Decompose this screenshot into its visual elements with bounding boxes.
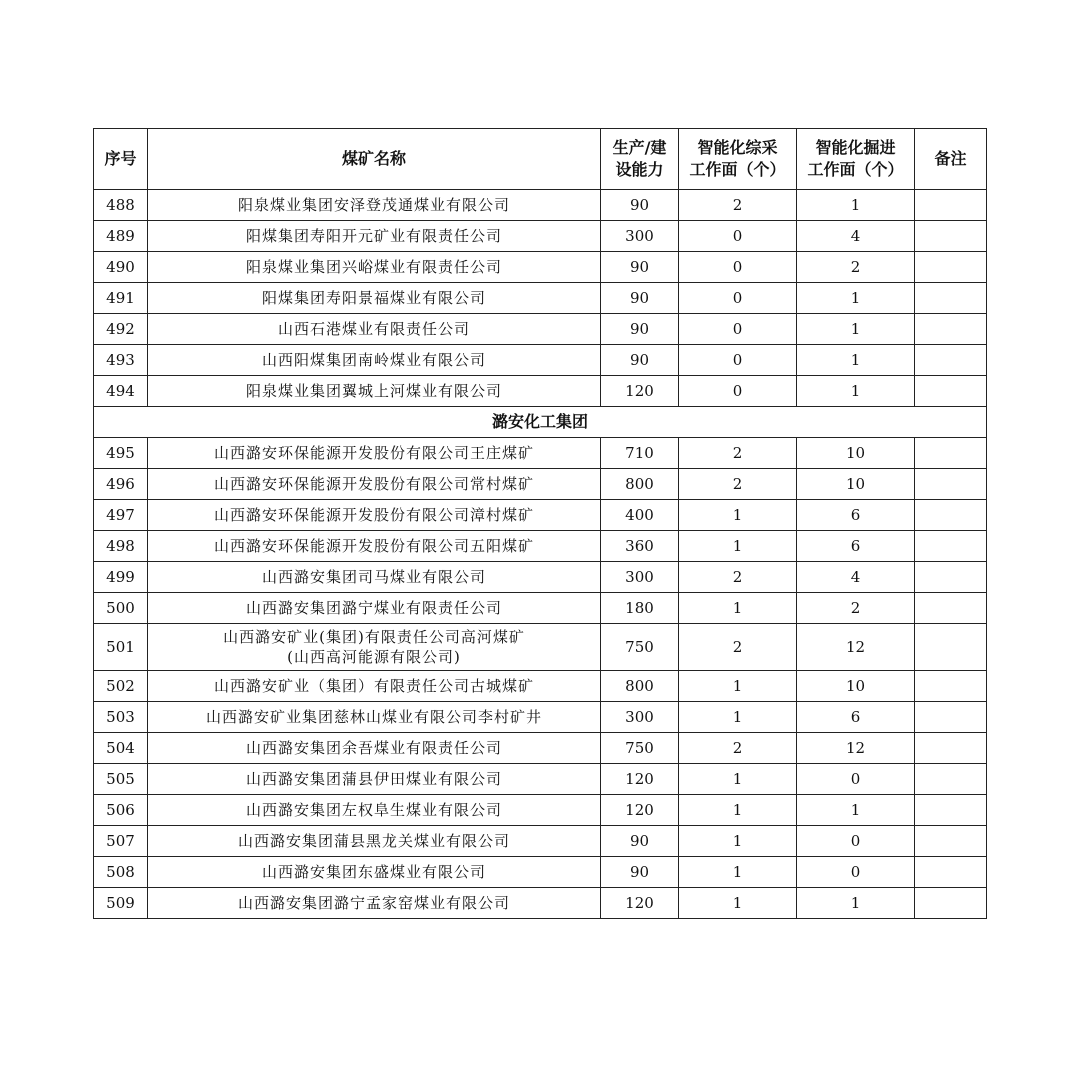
table-row xyxy=(94,190,987,221)
cell-mining-faces: 1 xyxy=(679,531,797,562)
table-row xyxy=(94,562,987,593)
cell-mining-faces: 1 xyxy=(679,857,797,888)
cell-capacity: 750 xyxy=(601,733,679,764)
cell-capacity: 90 xyxy=(601,857,679,888)
cell-remark xyxy=(915,888,987,919)
table-row xyxy=(94,469,987,500)
cell-remark xyxy=(915,500,987,531)
mine-name-line: (山西高河能源有限公司) xyxy=(287,648,461,666)
table-row xyxy=(94,500,987,531)
cell-seq: 488 xyxy=(94,190,148,221)
cell-seq: 500 xyxy=(94,593,148,624)
cell-mining-faces: 2 xyxy=(679,733,797,764)
cell-mine-name xyxy=(148,469,601,500)
cell-mine-name xyxy=(148,888,601,919)
cell-mine-name xyxy=(148,826,601,857)
cell-remark xyxy=(915,221,987,252)
cell-capacity: 120 xyxy=(601,888,679,919)
cell-remark xyxy=(915,593,987,624)
header-mining-line2: 工作面（个） xyxy=(689,160,786,179)
header-tunneling-line2: 工作面（个） xyxy=(807,160,904,179)
cell-remark xyxy=(915,469,987,500)
table-row xyxy=(94,764,987,795)
cell-remark xyxy=(915,376,987,407)
cell-tunneling-faces: 1 xyxy=(797,283,915,314)
header-remark: 备注 xyxy=(915,129,987,190)
cell-mining-faces: 1 xyxy=(679,888,797,919)
cell-seq: 501 xyxy=(94,624,148,671)
cell-tunneling-faces: 4 xyxy=(797,562,915,593)
cell-seq: 496 xyxy=(94,469,148,500)
mine-name-line: 山西潞安集团潞宁孟家窑煤业有限公司 xyxy=(237,894,510,912)
cell-seq: 502 xyxy=(94,671,148,702)
table-row xyxy=(94,438,987,469)
cell-remark xyxy=(915,671,987,702)
cell-seq: 504 xyxy=(94,733,148,764)
mine-name-line: 阳泉煤业集团安泽登茂通煤业有限公司 xyxy=(237,196,510,214)
cell-capacity: 300 xyxy=(601,221,679,252)
table-row xyxy=(94,795,987,826)
cell-seq: 491 xyxy=(94,283,148,314)
cell-remark xyxy=(915,826,987,857)
cell-tunneling-faces: 12 xyxy=(797,624,915,671)
mine-name-line: 山西潞安环保能源开发股份有限公司常村煤矿 xyxy=(213,475,534,493)
cell-seq: 493 xyxy=(94,345,148,376)
cell-remark xyxy=(915,857,987,888)
cell-seq: 494 xyxy=(94,376,148,407)
cell-mining-faces: 0 xyxy=(679,221,797,252)
table-row xyxy=(94,252,987,283)
cell-capacity: 800 xyxy=(601,469,679,500)
cell-remark xyxy=(915,624,987,671)
cell-tunneling-faces: 4 xyxy=(797,221,915,252)
cell-tunneling-faces: 0 xyxy=(797,826,915,857)
mine-name-line: 山西潞安集团东盛煤业有限公司 xyxy=(261,863,486,881)
cell-remark xyxy=(915,314,987,345)
table-row xyxy=(94,702,987,733)
mine-name-line: 山西潞安集团左权阜生煤业有限公司 xyxy=(245,801,502,819)
cell-mine-name xyxy=(148,702,601,733)
cell-capacity: 120 xyxy=(601,795,679,826)
mine-name-line: 山西潞安矿业（集团）有限责任公司古城煤矿 xyxy=(213,677,534,695)
cell-mining-faces: 2 xyxy=(679,190,797,221)
cell-capacity: 120 xyxy=(601,764,679,795)
cell-tunneling-faces: 6 xyxy=(797,500,915,531)
cell-tunneling-faces: 1 xyxy=(797,376,915,407)
group-row xyxy=(94,407,987,438)
table-row xyxy=(94,593,987,624)
cell-capacity: 90 xyxy=(601,826,679,857)
cell-seq: 508 xyxy=(94,857,148,888)
table-row xyxy=(94,531,987,562)
cell-mining-faces: 2 xyxy=(679,562,797,593)
cell-mining-faces: 1 xyxy=(679,764,797,795)
cell-tunneling-faces: 6 xyxy=(797,531,915,562)
cell-mine-name xyxy=(148,190,601,221)
mine-name-line: 山西阳煤集团南岭煤业有限公司 xyxy=(261,351,486,369)
cell-tunneling-faces: 10 xyxy=(797,671,915,702)
table-header-row xyxy=(94,129,987,190)
cell-mine-name xyxy=(148,531,601,562)
header-mining xyxy=(679,129,797,190)
header-capacity xyxy=(601,129,679,190)
table-body xyxy=(94,190,987,919)
mine-name-line: 山西潞安环保能源开发股份有限公司五阳煤矿 xyxy=(213,537,534,555)
cell-mining-faces: 1 xyxy=(679,593,797,624)
cell-mine-name xyxy=(148,857,601,888)
cell-tunneling-faces: 12 xyxy=(797,733,915,764)
cell-remark xyxy=(915,733,987,764)
cell-remark xyxy=(915,252,987,283)
cell-capacity: 400 xyxy=(601,500,679,531)
table-row xyxy=(94,345,987,376)
cell-tunneling-faces: 10 xyxy=(797,469,915,500)
cell-tunneling-faces: 10 xyxy=(797,438,915,469)
cell-mining-faces: 0 xyxy=(679,283,797,314)
cell-mine-name xyxy=(148,764,601,795)
cell-mine-name xyxy=(148,438,601,469)
table-row xyxy=(94,888,987,919)
table-row xyxy=(94,283,987,314)
cell-seq: 498 xyxy=(94,531,148,562)
header-mining-line1: 智能化综采 xyxy=(697,138,778,157)
cell-capacity: 90 xyxy=(601,283,679,314)
cell-seq: 497 xyxy=(94,500,148,531)
cell-capacity: 90 xyxy=(601,190,679,221)
cell-seq: 505 xyxy=(94,764,148,795)
mine-name-line: 阳泉煤业集团翼城上河煤业有限公司 xyxy=(245,382,502,400)
coal-mine-table xyxy=(93,128,987,919)
cell-mining-faces: 1 xyxy=(679,795,797,826)
cell-seq: 509 xyxy=(94,888,148,919)
cell-mine-name xyxy=(148,562,601,593)
mine-name-line: 山西潞安矿业(集团)有限责任公司高河煤矿 xyxy=(223,628,525,646)
cell-seq: 507 xyxy=(94,826,148,857)
cell-mining-faces: 1 xyxy=(679,702,797,733)
cell-seq: 495 xyxy=(94,438,148,469)
cell-mining-faces: 2 xyxy=(679,469,797,500)
cell-mine-name xyxy=(148,283,601,314)
cell-mine-name xyxy=(148,500,601,531)
cell-mine-name xyxy=(148,221,601,252)
cell-mine-name xyxy=(148,593,601,624)
header-capacity-line2: 设能力 xyxy=(615,160,664,179)
table-row xyxy=(94,314,987,345)
cell-tunneling-faces: 6 xyxy=(797,702,915,733)
mine-name-line: 山西潞安矿业集团慈林山煤业有限公司李村矿井 xyxy=(205,708,542,726)
cell-seq: 503 xyxy=(94,702,148,733)
cell-mining-faces: 1 xyxy=(679,500,797,531)
cell-mine-name xyxy=(148,624,601,671)
cell-seq: 490 xyxy=(94,252,148,283)
cell-mine-name xyxy=(148,252,601,283)
table-row xyxy=(94,733,987,764)
cell-tunneling-faces: 1 xyxy=(797,190,915,221)
cell-remark xyxy=(915,190,987,221)
header-name: 煤矿名称 xyxy=(148,129,601,190)
mine-name-line: 山西潞安集团余吾煤业有限责任公司 xyxy=(245,739,502,757)
cell-capacity: 710 xyxy=(601,438,679,469)
mine-name-line: 阳煤集团寿阳开元矿业有限责任公司 xyxy=(245,227,502,245)
cell-remark xyxy=(915,438,987,469)
table-row xyxy=(94,376,987,407)
mine-name-line: 山西潞安集团蒲县黑龙关煤业有限公司 xyxy=(237,832,510,850)
cell-mine-name xyxy=(148,345,601,376)
table-row xyxy=(94,671,987,702)
cell-tunneling-faces: 1 xyxy=(797,795,915,826)
mine-name-line: 阳泉煤业集团兴峪煤业有限责任公司 xyxy=(245,258,502,276)
cell-mining-faces: 0 xyxy=(679,252,797,283)
cell-capacity: 300 xyxy=(601,562,679,593)
cell-tunneling-faces: 0 xyxy=(797,764,915,795)
table-row xyxy=(94,826,987,857)
cell-remark xyxy=(915,562,987,593)
header-tunneling xyxy=(797,129,915,190)
cell-seq: 489 xyxy=(94,221,148,252)
cell-mining-faces: 1 xyxy=(679,671,797,702)
cell-mining-faces: 2 xyxy=(679,624,797,671)
cell-remark xyxy=(915,345,987,376)
table-row xyxy=(94,221,987,252)
cell-seq: 492 xyxy=(94,314,148,345)
cell-mining-faces: 0 xyxy=(679,376,797,407)
cell-remark xyxy=(915,283,987,314)
cell-seq: 499 xyxy=(94,562,148,593)
cell-remark xyxy=(915,702,987,733)
cell-mining-faces: 1 xyxy=(679,826,797,857)
cell-mining-faces: 2 xyxy=(679,438,797,469)
table-row xyxy=(94,624,987,671)
cell-mining-faces: 0 xyxy=(679,345,797,376)
header-seq: 序号 xyxy=(94,129,148,190)
cell-tunneling-faces: 2 xyxy=(797,252,915,283)
mine-name-line: 山西潞安集团司马煤业有限公司 xyxy=(261,568,486,586)
mine-name-line: 山西潞安集团蒲县伊田煤业有限公司 xyxy=(245,770,502,788)
cell-remark xyxy=(915,531,987,562)
cell-seq: 506 xyxy=(94,795,148,826)
cell-capacity: 360 xyxy=(601,531,679,562)
cell-tunneling-faces: 1 xyxy=(797,888,915,919)
mine-name-line: 阳煤集团寿阳景福煤业有限公司 xyxy=(261,289,486,307)
mine-name-line: 山西潞安环保能源开发股份有限公司王庄煤矿 xyxy=(213,444,534,462)
cell-capacity: 90 xyxy=(601,252,679,283)
cell-capacity: 90 xyxy=(601,345,679,376)
cell-tunneling-faces: 2 xyxy=(797,593,915,624)
cell-tunneling-faces: 1 xyxy=(797,345,915,376)
cell-capacity: 90 xyxy=(601,314,679,345)
group-title: 潞安化工集团 xyxy=(94,407,987,438)
cell-capacity: 800 xyxy=(601,671,679,702)
header-tunneling-line1: 智能化掘进 xyxy=(815,138,896,157)
mine-name-line: 山西潞安环保能源开发股份有限公司漳村煤矿 xyxy=(213,506,534,524)
cell-tunneling-faces: 1 xyxy=(797,314,915,345)
cell-capacity: 120 xyxy=(601,376,679,407)
mine-name-line: 山西石港煤业有限责任公司 xyxy=(277,320,470,338)
cell-capacity: 300 xyxy=(601,702,679,733)
cell-mine-name xyxy=(148,376,601,407)
cell-remark xyxy=(915,764,987,795)
cell-capacity: 750 xyxy=(601,624,679,671)
cell-tunneling-faces: 0 xyxy=(797,857,915,888)
table-row xyxy=(94,857,987,888)
cell-mine-name xyxy=(148,733,601,764)
header-capacity-line1: 生产/建 xyxy=(612,138,667,157)
cell-mine-name xyxy=(148,795,601,826)
cell-capacity: 180 xyxy=(601,593,679,624)
mine-name-line: 山西潞安集团潞宁煤业有限责任公司 xyxy=(245,599,502,617)
cell-remark xyxy=(915,795,987,826)
cell-mining-faces: 0 xyxy=(679,314,797,345)
cell-mine-name xyxy=(148,671,601,702)
cell-mine-name xyxy=(148,314,601,345)
